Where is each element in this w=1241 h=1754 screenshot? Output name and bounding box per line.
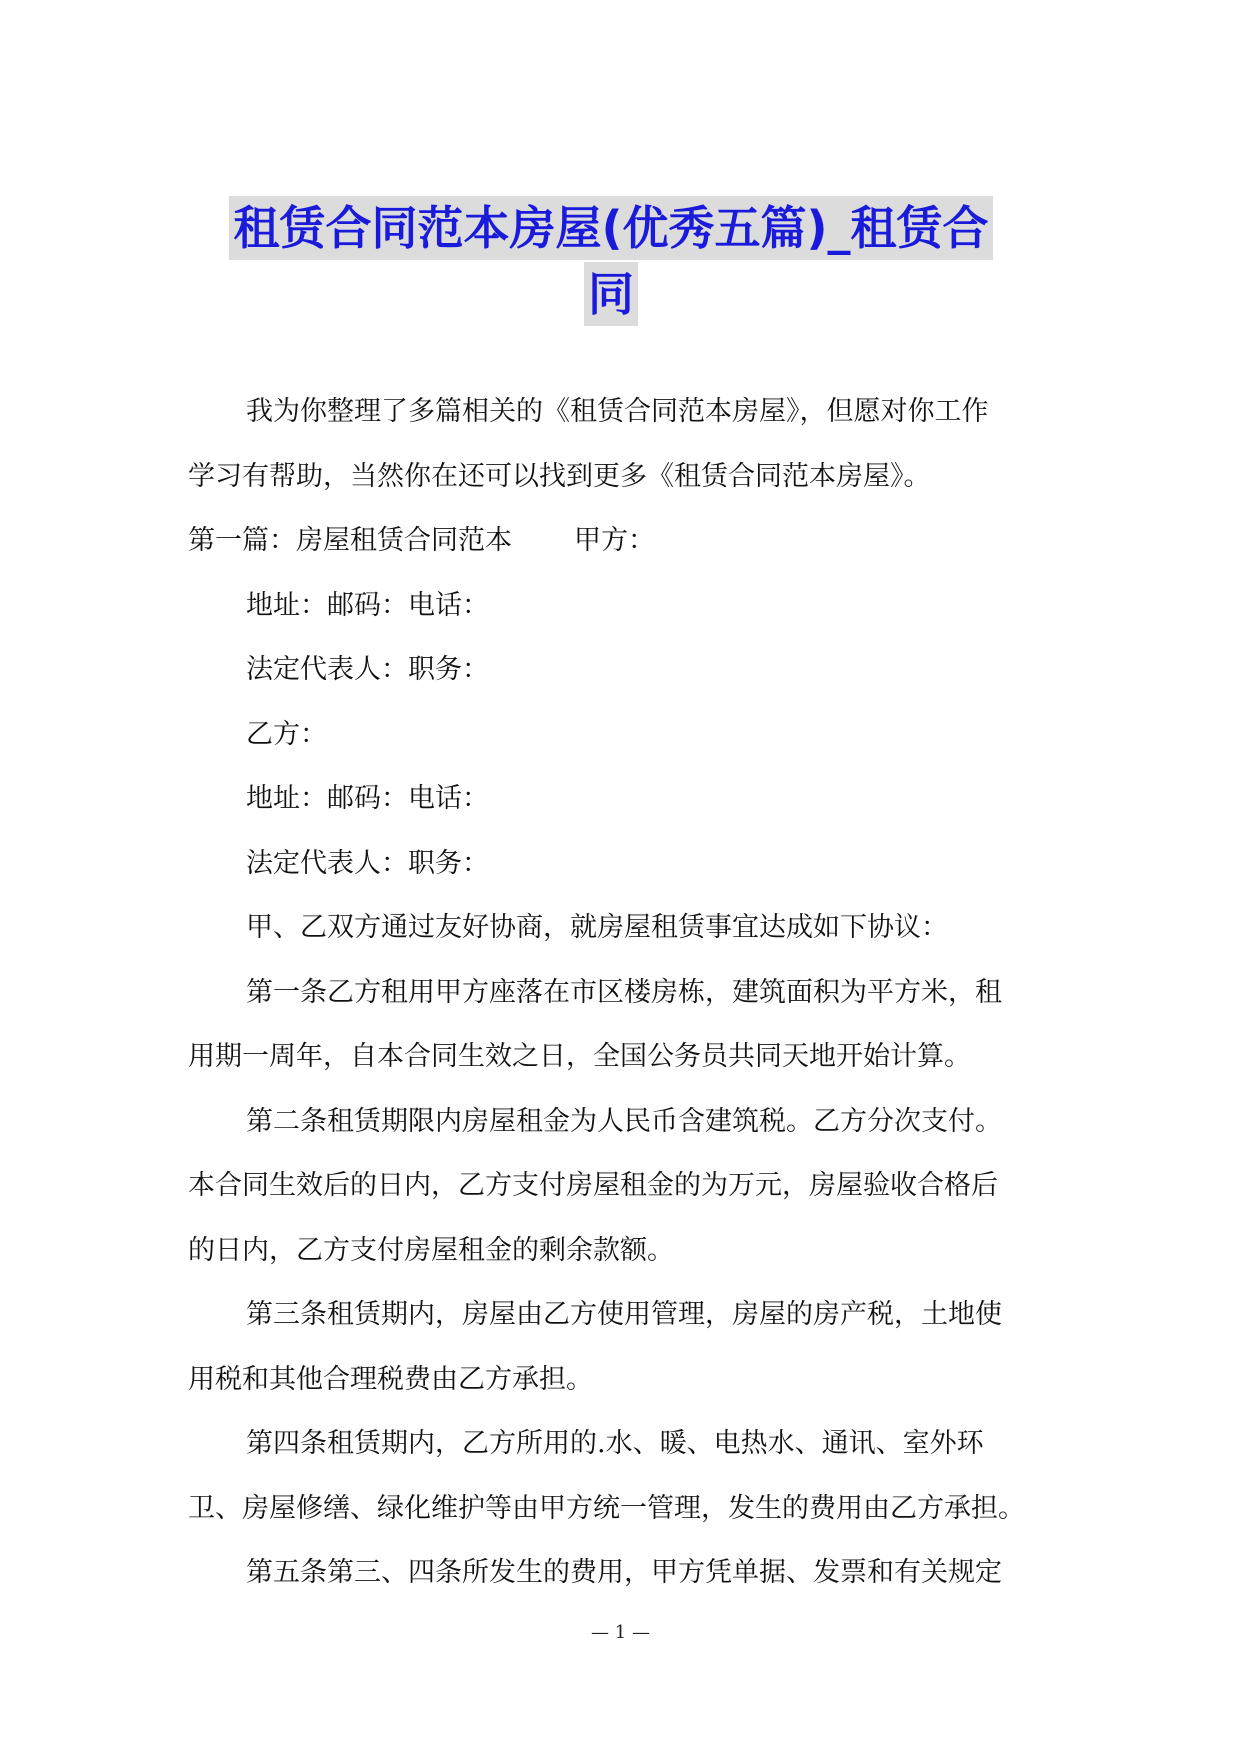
section-heading: 第一篇：房屋租赁合同范本	[188, 525, 512, 556]
document-title	[186, 196, 1036, 326]
party-a-label: 甲方：	[574, 525, 655, 556]
title-line-1: 租赁合同范本房屋(优秀五篇)_租赁合	[229, 196, 992, 260]
paragraph-line: 法定代表人：职务：	[246, 847, 489, 879]
paragraph-line: 第五条第三、四条所发生的费用，甲方凭单据、发票和有关规定	[246, 1557, 1002, 1588]
paragraph-line: 第一条乙方租用甲方座落在市区楼房栋，建筑面积为平方米，租	[246, 976, 1002, 1008]
paragraph-line: 地址：邮码：电话：	[246, 783, 489, 814]
paragraph-line: 卫、房屋修缮、绿化维护等由甲方统一管理，发生的费用由乙方承担。	[188, 1492, 1025, 1524]
paragraph-line: 地址：邮码：电话：	[246, 589, 489, 621]
title-line-2: 同	[584, 262, 638, 326]
paragraph-line: 第三条租赁期内，房屋由乙方使用管理，房屋的房产税，土地使	[246, 1299, 1002, 1330]
paragraph-line: 的日内，乙方支付房屋租金的剩余款额。	[188, 1234, 674, 1266]
paragraph-line: 第四条租赁期内，乙方所用的.水、暖、电热水、通讯、室外环	[246, 1428, 984, 1459]
paragraph-line: 用期一周年，自本合同生效之日，全国公务员共同天地开始计算。	[188, 1041, 971, 1072]
paragraph-line: 学习有帮助，当然你在还可以找到更多《租赁合同范本房屋》。	[188, 460, 931, 492]
paragraph-line: 我为你整理了多篇相关的《租赁合同范本房屋》，但愿对你工作	[246, 396, 989, 427]
paragraph-line: 用税和其他合理税费由乙方承担。	[188, 1363, 593, 1395]
paragraph-line: 第二条租赁期限内房屋租金为人民币含建筑税。乙方分次支付。	[246, 1105, 1002, 1137]
paragraph-line: 法定代表人：职务：	[246, 654, 489, 685]
paragraph-line: 本合同生效后的日内，乙方支付房屋租金的为万元，房屋验收合格后	[188, 1170, 998, 1201]
paragraph-line: 乙方：	[246, 718, 327, 750]
page-number: — 1 —	[591, 1622, 650, 1643]
document-body	[188, 380, 1060, 1606]
section-heading-line	[188, 509, 1060, 574]
paragraph-line: 甲、乙双方通过友好协商，就房屋租赁事宜达成如下协议：	[246, 912, 948, 943]
